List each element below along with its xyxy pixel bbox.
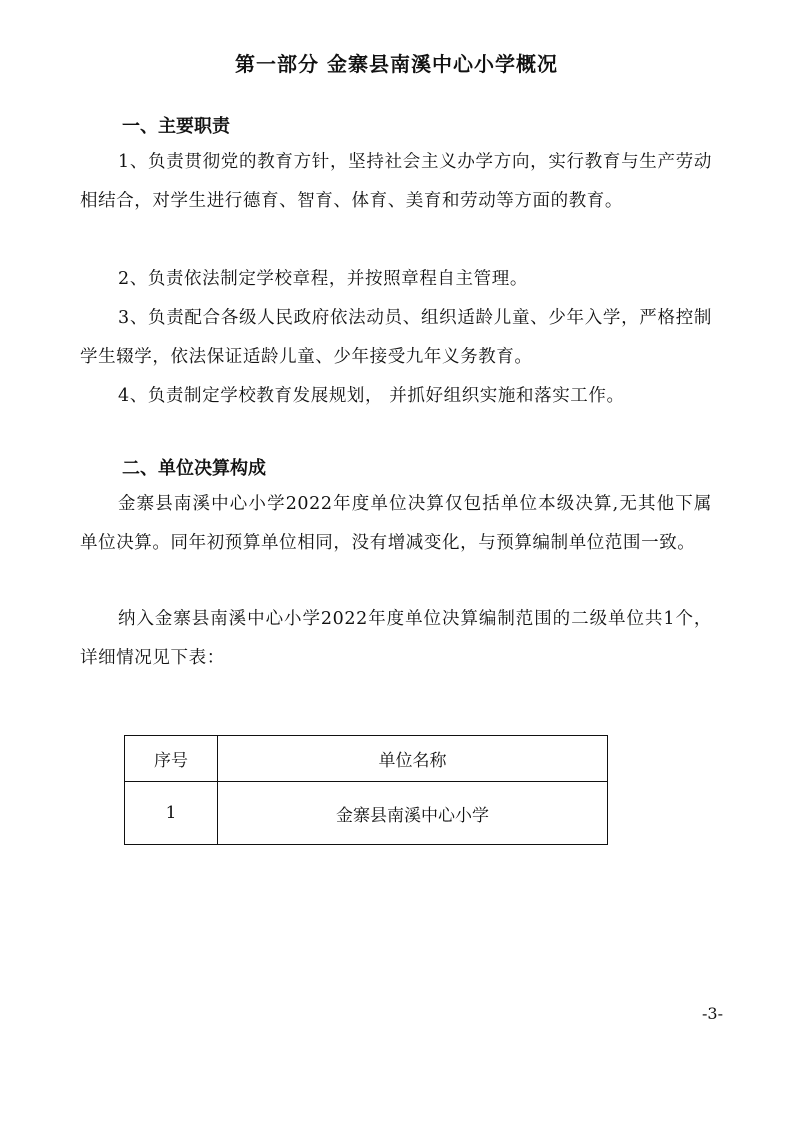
composition-paragraph-1: 金寨县南溪中心小学2022年度单位决算仅包括单位本级决算,无其他下属单位决算。同年初预算单位相同，没有增减变化，与预算编制单位范围一致。 bbox=[80, 494, 712, 553]
responsibility-item-1: 1、负责贯彻党的教育方针，坚持社会主义办学方向，实行教育与生产劳动相结合，对学生进行德育、智育、体育、美育和劳动等方面的教育。 bbox=[80, 152, 712, 211]
section-heading-responsibilities: 一、主要职责 bbox=[122, 116, 230, 137]
page-title: 第一部分 金寨县南溪中心小学概况 bbox=[235, 52, 558, 76]
section-heading-composition: 二、单位决算构成 bbox=[122, 458, 266, 479]
table-header-serial: 序号 bbox=[125, 736, 218, 782]
table-cell-serial: 1 bbox=[125, 782, 218, 845]
table-row bbox=[125, 782, 608, 845]
table-header-row bbox=[125, 736, 608, 782]
table-header-unit-name: 单位名称 bbox=[218, 736, 608, 782]
page-number: -3- bbox=[702, 1004, 723, 1023]
units-table bbox=[124, 735, 608, 845]
responsibility-item-2: 2、负责依法制定学校章程，并按照章程自主管理。 bbox=[118, 269, 528, 289]
table-cell-unit-name: 金寨县南溪中心小学 bbox=[218, 782, 608, 845]
responsibility-item-4: 4、负责制定学校教育发展规划， 并抓好组织实施和落实工作。 bbox=[118, 386, 625, 406]
composition-paragraph-2: 纳入金寨县南溪中心小学2022年度单位决算编制范围的二级单位共1个，详细情况见下表： bbox=[80, 609, 712, 668]
responsibility-item-3: 3、负责配合各级人民政府依法动员、组织适龄儿童、少年入学，严格控制学生辍学，依法保证适龄儿童、少年接受九年义务教育。 bbox=[80, 308, 712, 367]
